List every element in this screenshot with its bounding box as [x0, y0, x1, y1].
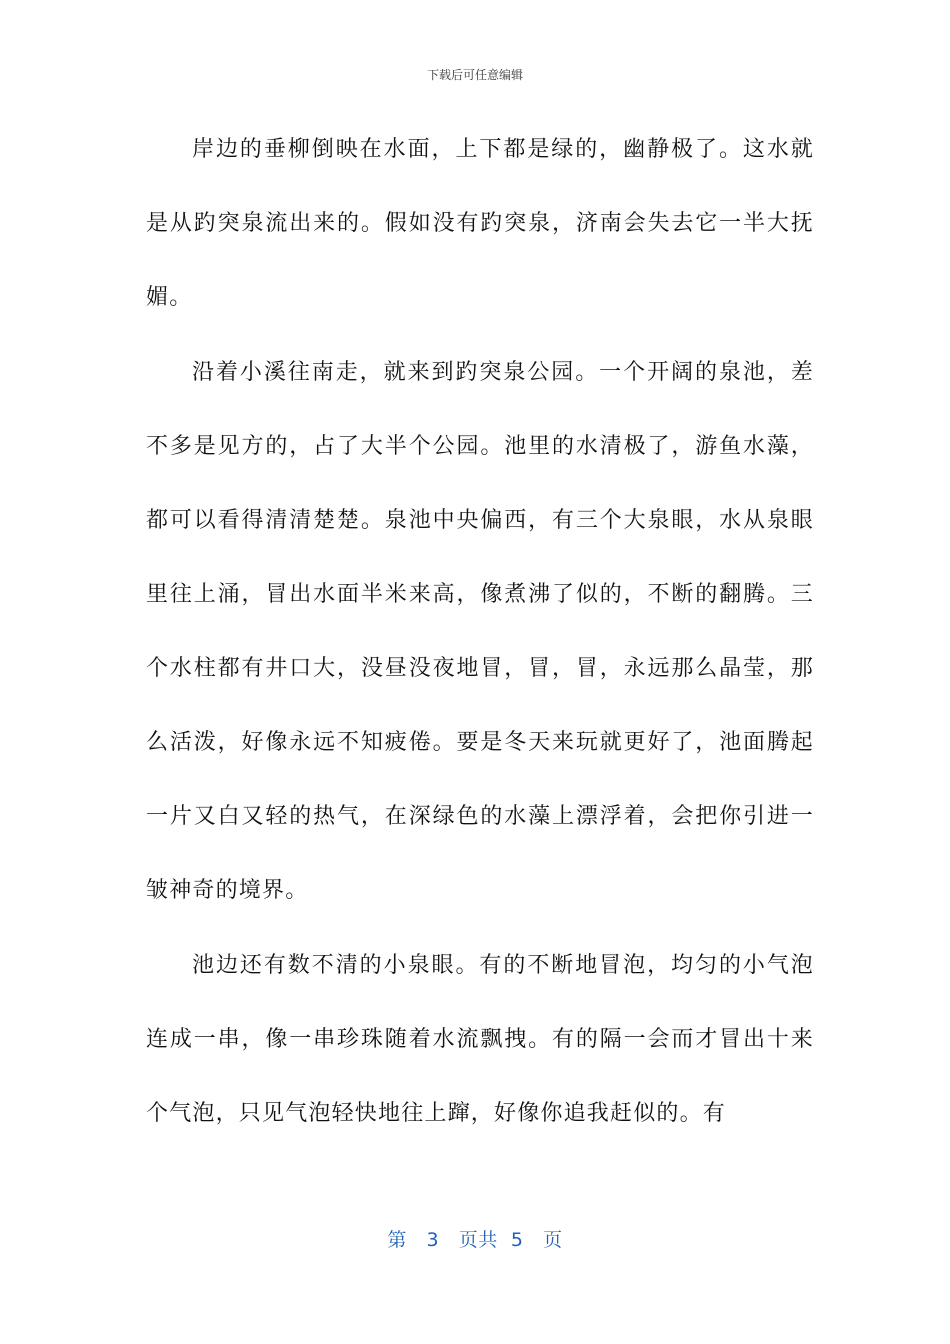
document-body [146, 113, 814, 1152]
paragraph-2: 沿着小溪往南走，就来到趵突泉公园。一个开阔的泉池，差不多是见方的，占了大半个公园。池里的水清极了，游鱼水藻，都可以看得清清楚楚。泉池中央偏西，有三个大泉眼，水从泉眼里往上涌，冒出水面半米来高，像煮沸了似的，不断的翻腾。三个水柱都有井口大，没昼没夜地冒，冒，冒，永远那么晶莹，那么活泼，好像永远不知疲倦。要是冬天来玩就更好了，池面腾起一片又白又轻的热气，在深绿色的水藻上漂浮着，会把你引进一皱神奇的境界。 [146, 360, 814, 903]
paragraph-3: 池边还有数不清的小泉眼。有的不断地冒泡，均匀的小气泡连成一串，像一串珍珠随着水流飘拽。有的隔一会而才冒出十来个气泡，只见气泡轻快地往上蹿，好像你追我赶似的。有 [146, 953, 814, 1126]
footer-total-pages: 5 [510, 1229, 524, 1251]
paragraph-1: 岸边的垂柳倒映在水面，上下都是绿的，幽静极了。这水就是从趵突泉流出来的。假如没有趵突泉，济南会失去它一半大抚媚。 [146, 137, 814, 310]
header-text: 下载后可任意编辑 [426, 68, 523, 82]
page-footer [0, 1225, 950, 1252]
footer-current-page: 3 [426, 1229, 440, 1251]
footer-prefix: 第 [387, 1229, 407, 1251]
page-header [0, 66, 950, 83]
footer-suffix: 页 [543, 1229, 563, 1251]
footer-middle: 页共 [458, 1229, 498, 1251]
